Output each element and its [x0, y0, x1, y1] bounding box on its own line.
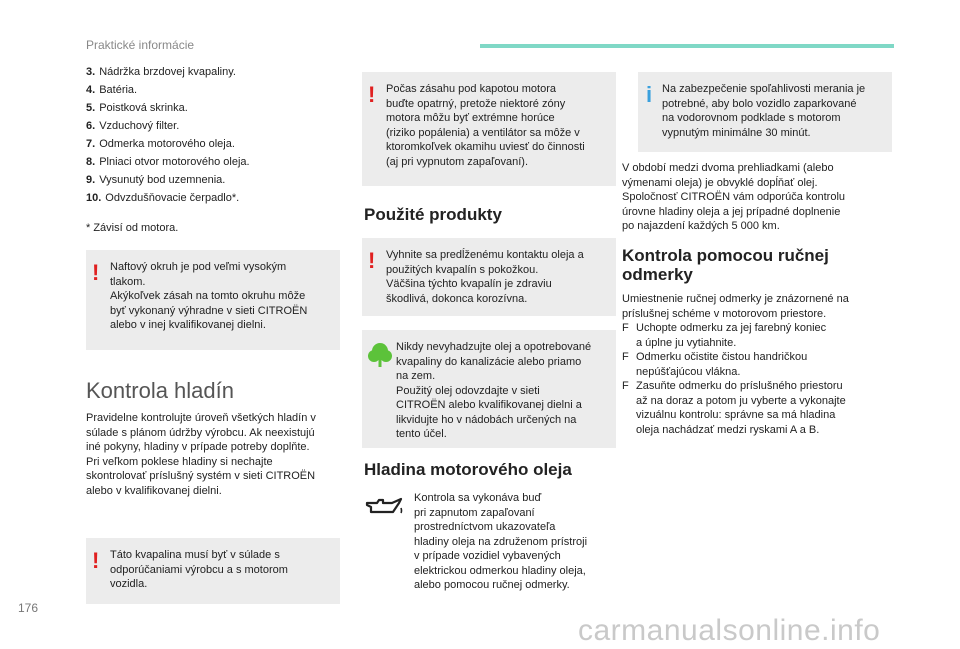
levels-body: Pravidelne kontrolujte úroveň všetkých hladín v súlade s plánom údržby výrobcu. Ak neexistujú iné pokyny, hladiny v prípade potreby doplňte. Pri veľkom poklese hladiny si nechajte skontrolovať príslušný systém v sieti CITROËN alebo v kvalifikovanej dielni. — [86, 412, 316, 497]
page-number: 176 — [18, 601, 39, 615]
list-item: 8. Plniaci otvor motorového oleja. — [86, 156, 250, 168]
component-list — [86, 66, 346, 210]
warning-icon: ! — [92, 548, 100, 573]
list-item: 7. Odmerka motorového oleja. — [86, 138, 235, 150]
dipstick-steps — [622, 321, 894, 437]
section-title-dipstick: Kontrola pomocou ručnej odmerky — [622, 246, 829, 284]
warning-icon: ! — [92, 260, 100, 285]
list-item: 10. Odvzdušňovacie čerpadlo*. — [86, 192, 240, 204]
warning-box-diesel — [86, 250, 340, 350]
list-item: 4. Batéria. — [86, 84, 138, 96]
section-title-levels: Kontrola hladín — [86, 378, 234, 403]
list-item: 5. Poistková skrinka. — [86, 102, 188, 114]
dipstick-intro: Umiestnenie ručnej odmerky je znázornené na príslušnej schéme v motorovom priestore. — [622, 293, 849, 320]
section-title-products: Použité produkty — [364, 205, 502, 224]
warning-text: Počas zásahu pod kapotou motora buďte opatrný, pretože niektoré zóny motora môžu byť extrémne horúce (riziko popálenia) a ventilátor sa môže v ktoromkoľvek okamihu uviesť do činnosti (aj pri vypnutom zapaľovaní). — [386, 83, 585, 168]
warning-icon: ! — [368, 248, 376, 273]
warning-box-fluid — [86, 538, 340, 604]
list-item: F Odmerku očistite čistou handričkou nepúšťajúcou vlákna. — [622, 351, 808, 378]
bullet-icon: F — [622, 380, 629, 392]
list-item: 9. Vysunutý bod uzemnenia. — [86, 174, 226, 186]
bullet-icon: F — [622, 351, 629, 363]
warning-icon: ! — [368, 82, 376, 107]
eco-text: Nikdy nevyhadzujte olej a opotrebované kvapaliny do kanalizácie alebo priamo na zem. Použitý olej odovzdajte v sieti CITROËN alebo kvalifikovanej dielni a likvidujte ho v nádobách určených na tento účel. — [396, 341, 592, 440]
list-item: F Uchopte odmerku za jej farebný koniec a úplne ju vytiahnite. — [622, 322, 827, 349]
footnote: * Závisí od motora. — [86, 222, 179, 234]
info-text: Na zabezpečenie spoľahlivosti merania je potrebné, aby bolo vozidlo zaparkované na vodorovnom podklade s motorom vypnutým minimálne 30 minút. — [662, 83, 866, 139]
bullet-icon: F — [622, 322, 629, 334]
warning-text: Táto kvapalina musí byť v súlade s odporúčaniami výrobcu a s motorom vozidla. — [110, 549, 288, 590]
info-icon: i — [646, 82, 653, 107]
header-title: Praktické informácie — [86, 38, 195, 52]
warning-box-skin — [362, 238, 616, 316]
watermark: carmanualsonline.info — [578, 614, 881, 647]
list-item: 6. Vzduchový filter. — [86, 120, 180, 132]
interval-paragraph: V období medzi dvoma prehliadkami (alebo výmenami oleja) je obvyklé dopĺňať olej. Spoločnosť CITROËN vám odporúča kontrolu úrovne hladiny oleja a jej prípadné doplnenie po najazdení každých 5 000 km. — [622, 162, 846, 232]
oil-can-icon — [364, 496, 404, 518]
warning-text: Naftový okruh je pod veľmi vysokým tlakom. Akýkoľvek zásah na tomto okruhu môže byť vykonaný výhradne v sieti CITROËN alebo v inej kvalifikovanej dielni. — [110, 261, 308, 331]
tree-icon — [368, 342, 392, 368]
section-title-oil: Hladina motorového oleja — [364, 460, 572, 479]
eco-box — [362, 330, 616, 448]
oil-body: Kontrola sa vykonáva buď pri zapnutom zapaľovaní prostredníctvom ukazovateľa hladiny oleja na združenom prístroji v prípade vozidiel vybavených elektrickou odmerkou hladiny oleja, alebo pomocou ručnej odmerky. — [414, 492, 588, 591]
list-item: F Zasuňte odmerku do príslušného priestoru až na doraz a potom ju vyberte a vykonajte vizuálnu kontrolu: správne sa má hladina oleja nachádzať medzi ryskami A a B. — [622, 380, 846, 436]
warning-box-hood — [362, 72, 616, 186]
info-box — [638, 72, 892, 152]
header-accent-bar — [480, 44, 894, 48]
warning-text: Vyhnite sa predĺženému kontaktu oleja a použitých kvapalín s pokožkou. Väčšina týchto kvapalín je zdraviu škodlivá, dokonca korozívna. — [386, 249, 584, 305]
list-item: 3. Nádržka brzdovej kvapaliny. — [86, 66, 236, 78]
